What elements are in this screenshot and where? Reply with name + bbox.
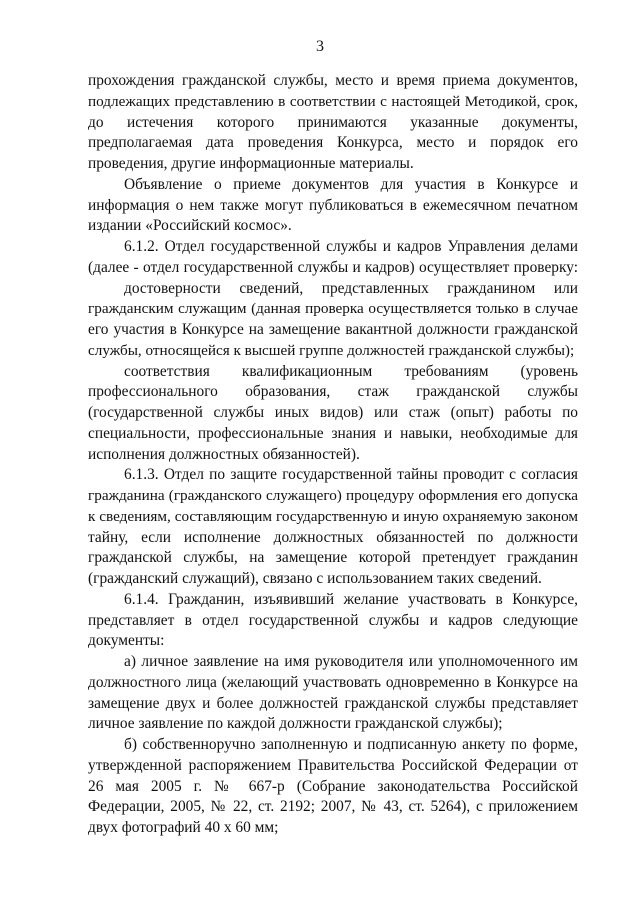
- text-line: службы, относящейся к высшей группе должностей гражданской службы);: [88, 341, 575, 359]
- text-line: информация о нем также могут публиковаться в ежемесячном печатном: [88, 196, 578, 214]
- text-line: прохождения гражданской службы, место и время приема документов,: [88, 72, 578, 89]
- text-line: достоверности сведений, представленных гражданином или: [124, 279, 578, 297]
- text-line: (далее - отдел государственной службы и кадров) осуществляет проверку:: [88, 258, 578, 276]
- text-line: Федерации, 2005, № 22, ст. 2192; 2007, № 43, ст. 5264), с приложением: [88, 798, 578, 816]
- text-line: а) личное заявление на имя руководителя или уполномоченного им: [124, 653, 578, 670]
- text-line: издании «Российский космос».: [88, 217, 292, 235]
- text-line: (государственной службы иных видов) или стаж (опыт) работы по: [88, 404, 578, 421]
- text-line: гражданской службы, на замещение которой претендует гражданин: [88, 549, 578, 567]
- text-line: предполагаемая дата проведения Конкурса, место и порядок его: [88, 134, 578, 152]
- text-line: специальности, профессиональные знания и навыки, необходимые для: [88, 424, 578, 442]
- page-number: 3: [316, 38, 324, 55]
- text-line: б) собственноручно заполненную и подписанную анкету по форме,: [124, 736, 578, 753]
- text-line: документы:: [88, 632, 165, 650]
- text-line: 6.1.4. Гражданин, изъявивший желание участвовать в Конкурсе,: [124, 590, 578, 608]
- text-line: личное заявление по каждой должности гражданской службы);: [88, 715, 503, 733]
- text-line: утвержденной распоряжением Правительства Российской Федерации от: [88, 756, 578, 774]
- text-line: проведения, другие информационные материалы.: [88, 155, 414, 172]
- text-line: гражданским служащим (данная проверка осуществляется только в случае: [88, 300, 578, 318]
- text-line: 6.1.3. Отдел по защите государственной тайны проводит с согласия: [124, 466, 578, 484]
- text-line: Объявление о приеме документов для участия в Конкурсе и: [124, 175, 578, 193]
- text-line: исполнения должностных обязанностей).: [88, 445, 360, 463]
- text-line: его участия в Конкурсе на замещение вакантной должности гражданской: [88, 321, 578, 338]
- text-line: профессионального образования, стаж гражданской службы: [88, 383, 578, 401]
- document-body: [88, 71, 578, 839]
- text-line: представляет в отдел государственной службы и кадров следующие: [88, 611, 578, 629]
- text-line: 6.1.2. Отдел государственной службы и кадров Управления делами: [124, 238, 578, 255]
- text-line: 26 мая 2005 г. № 667-р (Собрание законодательства Российской: [88, 777, 578, 795]
- text-line: до истечения которого принимаются указанные документы,: [88, 113, 578, 131]
- text-line: замещение двух и более должностей гражданской службы представляет: [88, 694, 578, 712]
- text-line: к сведениям, составляющим государственную и иную охраняемую законом: [88, 507, 578, 525]
- text-line: (гражданский служащий), связано с использованием таких сведений.: [88, 570, 542, 587]
- text-line: подлежащих представлению в соответствии с настоящей Методикой, срок,: [88, 92, 578, 110]
- text-line: тайну, если исполнение должностных обязанностей по должности: [88, 528, 578, 546]
- text-line: гражданина (гражданского служащего) процедуру оформления его допуска: [88, 487, 578, 504]
- text-line: должностного лица (желающий участвовать одновременно в Конкурсе на: [88, 673, 578, 691]
- text-line: двух фотографий 40 х 60 мм;: [88, 819, 279, 836]
- text-line: соответствия квалификационным требованиям (уровень: [124, 362, 578, 380]
